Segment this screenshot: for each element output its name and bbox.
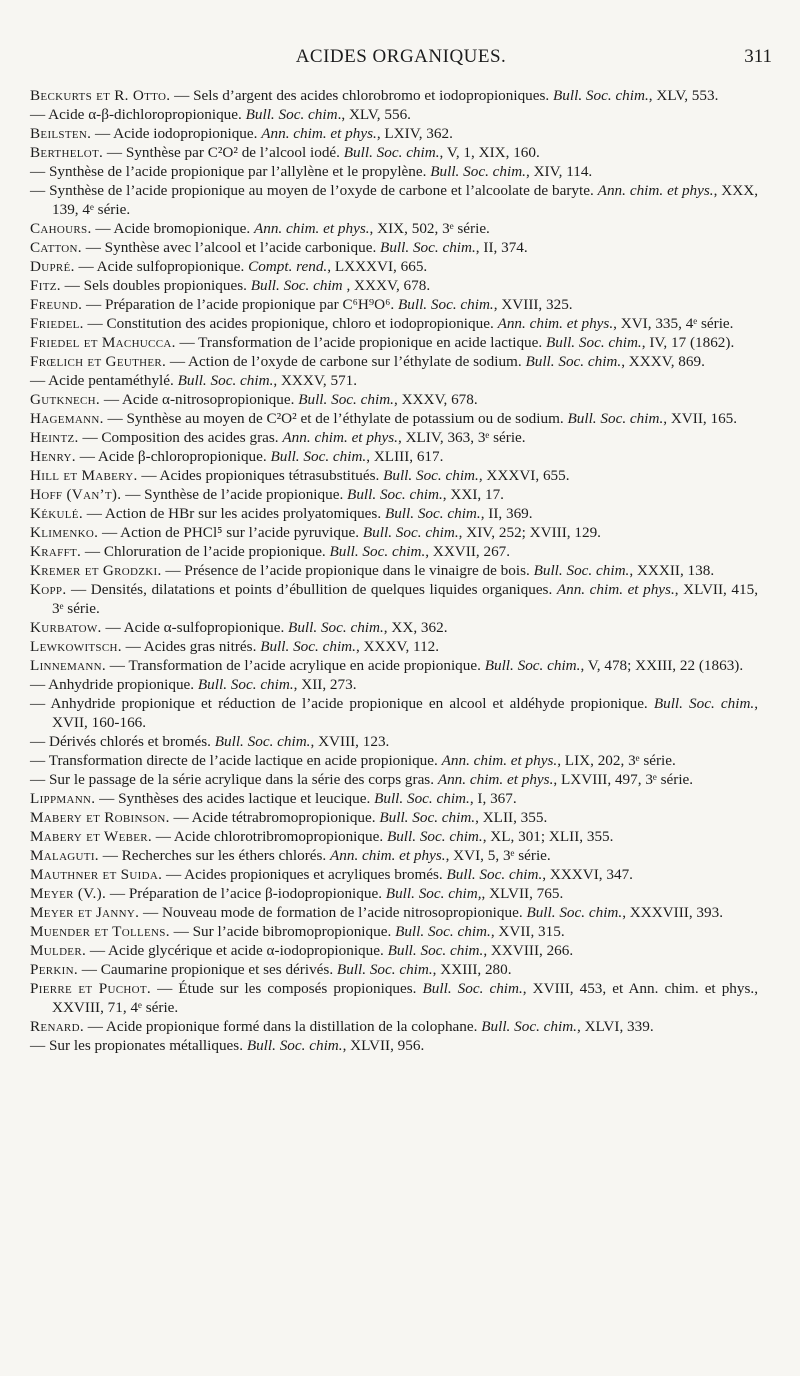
entry-source: Ann. chim. et phys.: [253, 220, 370, 237]
entry-author: Henry.: [30, 448, 76, 465]
bibliography-entry: [30, 143, 758, 162]
bibliography-entry: [30, 352, 758, 371]
entry-source: Bull. Soc. chim.: [484, 657, 581, 674]
entry-author: Gutknech.: [30, 391, 101, 408]
entry-source: Bull. Soc. chim.: [246, 1037, 343, 1054]
bibliography-entry: [30, 257, 758, 276]
entry-text: — Synthèse de l’acide propionique par l’allylène et le propylène.: [30, 163, 431, 180]
bibliography-entry: [30, 219, 758, 238]
entry-text: — Acide α-β-dichloropropionique.: [30, 106, 246, 123]
entry-reference: , XLII, 355.: [475, 809, 548, 826]
entry-text: — Sels d’argent des acides chlorobromo et iodopropioniques.: [170, 87, 554, 104]
entry-reference: , XXI, 17.: [442, 486, 504, 503]
entry-source: Bull. Soc. chim.: [383, 467, 479, 484]
entry-text: — Nouveau mode de formation de l’acide nitrosopropionique.: [139, 904, 527, 921]
bibliography-entry: [30, 1036, 758, 1055]
entry-reference: , XLVII, 415, 3ᵉ série.: [52, 581, 758, 617]
bibliography-entry: [30, 618, 758, 637]
entry-source: Bull. Soc. chim.: [270, 448, 367, 465]
entry-text: — Densités, dilatations et points d’ébullition de quelques liquides organiques.: [66, 581, 557, 598]
entry-author: Freund.: [30, 296, 83, 313]
running-title: ACIDES ORGANIQUES.: [295, 46, 507, 67]
entry-author: Klimenko.: [30, 524, 99, 541]
entry-reference: , XVIII, 325.: [493, 296, 573, 313]
bibliography-entry: [30, 162, 758, 181]
entry-text: — Action de PHCl⁵ sur l’acide pyruvique.: [98, 524, 363, 541]
entry-text: — Acides gras nitrés.: [121, 638, 261, 655]
bibliography-entry: [30, 580, 758, 618]
bibliography-entry: [30, 333, 758, 352]
bibliography-entry: [30, 751, 758, 770]
entry-reference: , LIX, 202, 3ᵉ série.: [557, 752, 676, 769]
entry-text: — Acide chlorotribromopropionique.: [151, 828, 387, 845]
entry-reference: , XLVI, 339.: [576, 1018, 654, 1035]
entry-author: Meyer et Janny.: [30, 904, 140, 921]
entry-author: Beckurts et R. Otto.: [30, 87, 171, 104]
entry-reference: , XXVII, 267.: [425, 543, 511, 560]
bibliography-entry: [30, 466, 758, 485]
entry-source: Ann. chim. et phys.: [556, 581, 675, 598]
entry-text: — Anhydride propionique.: [30, 676, 198, 693]
entry-text: — Synthèses des acides lactique et leucique.: [95, 790, 375, 807]
bibliography-entry: [30, 903, 758, 922]
entry-author: Mulder.: [30, 942, 87, 959]
bibliography-entry: [30, 960, 758, 979]
bibliography-entry: [30, 922, 758, 941]
bibliography-list: [30, 86, 758, 1055]
entry-source: Bull. Soc. chim.: [362, 524, 459, 541]
bibliography-entry: [30, 105, 758, 124]
entry-text: — Synthèse de l’acide propionique au moyen de l’oxyde de carbone et l’alcoolate de baryte.: [30, 182, 598, 199]
entry-author: Muender et Tollens.: [30, 923, 170, 940]
entry-author: Mauthner et Suida.: [30, 866, 163, 883]
bibliography-entry: [30, 428, 758, 447]
entry-source: Ann. chim. et phys.: [261, 125, 377, 142]
entry-author: Cahours.: [30, 220, 92, 237]
entry-text: — Acide α-sulfopropionique.: [101, 619, 289, 636]
entry-source: Bull. Soc. chim.: [422, 980, 523, 997]
bibliography-entry: [30, 675, 758, 694]
entry-text: — Dérivés chlorés et bromés.: [30, 733, 215, 750]
entry-source: Bull. Soc. chim.: [430, 163, 526, 180]
entry-source: Ann. chim. et phys.: [597, 182, 714, 199]
entry-author: Kurbatow.: [30, 619, 102, 636]
bibliography-entry: [30, 884, 758, 903]
entry-reference: , XXX, 139, 4ᵉ série.: [52, 182, 759, 218]
entry-source: Bull. Soc. chim.: [446, 866, 543, 883]
bibliography-entry: [30, 485, 758, 504]
entry-reference: , LXXXVI, 665.: [327, 258, 428, 275]
entry-reference: , XLVII, 765.: [481, 885, 564, 902]
entry-reference: , XVIII, 123.: [310, 733, 390, 750]
entry-text: — Recherches sur les éthers chlorés.: [98, 847, 330, 864]
entry-author: Perkin.: [30, 961, 78, 978]
entry-reference: , XXXV, 869.: [621, 353, 705, 370]
entry-source: Bull. Soc. chim.: [329, 543, 426, 560]
entry-source: Bull. Soc. chim: [250, 277, 343, 294]
bibliography-entry: [30, 941, 758, 960]
bibliography-entry: [30, 827, 758, 846]
entry-reference: , XXXV, 678.: [393, 391, 478, 408]
entry-source: Ann. chim. et phys.: [330, 847, 446, 864]
bibliography-entry: [30, 865, 758, 884]
entry-reference: , XXXII, 138.: [629, 562, 715, 579]
entry-text: — Constitution des acides propionique, chloro et iodopropionique.: [83, 315, 498, 332]
entry-author: Krafft.: [30, 543, 82, 560]
bibliography-entry: [30, 846, 758, 865]
entry-reference: , XXXV, 678.: [342, 277, 431, 294]
entry-author: Kopp.: [30, 581, 67, 598]
entry-text: — Action de HBr sur les acides prolyatomiques.: [82, 505, 385, 522]
entry-reference: , XIV, 252; XVIII, 129.: [458, 524, 601, 541]
entry-source: Bull. Soc. chim.: [387, 942, 484, 959]
entry-reference: , II, 369.: [480, 505, 533, 522]
entry-text: — Acides propioniques et acryliques bromés.: [162, 866, 447, 883]
entry-text: — Composition des acides gras.: [78, 429, 283, 446]
entry-author: Friedel et Machucca.: [30, 334, 176, 351]
bibliography-entry: [30, 238, 758, 257]
entry-author: Beilsten.: [30, 125, 92, 142]
entry-source: Bull. Soc. chim.: [553, 87, 649, 104]
entry-source: Bull. Soc. chim.: [567, 410, 664, 427]
entry-source: Ann. chim. et phys.: [282, 429, 398, 446]
entry-text: — Transformation de l’acide propionique en acide lactique.: [175, 334, 546, 351]
bibliography-entry: [30, 979, 758, 1017]
entry-reference: , XVI, 5, 3ᵉ série.: [445, 847, 551, 864]
entry-text: — Acide propionique formé dans la distillation de la colophane.: [83, 1018, 482, 1035]
entry-reference: , XXXV, 112.: [355, 638, 440, 655]
entry-reference: , I, 367.: [469, 790, 517, 807]
bibliography-entry: [30, 789, 758, 808]
entry-source: Bull. Soc. chim.: [380, 239, 476, 256]
entry-text: — Acide glycérique et acide α-iodopropionique.: [86, 942, 388, 959]
entry-author: Heintz.: [30, 429, 79, 446]
entry-reference: , LXVIII, 497, 3ᵉ série.: [553, 771, 694, 788]
entry-source: Bull. Soc. chim.: [260, 638, 356, 655]
entry-source: Bull. Soc. chim.: [386, 828, 483, 845]
entry-text: — Acide β-chloropropionique.: [75, 448, 271, 465]
entry-author: Mabery et Robinson.: [30, 809, 170, 826]
entry-source: Bull. Soc. chim.: [197, 676, 294, 693]
entry-source: Bull. Soc. chim: [245, 106, 338, 123]
entry-text: — Sur l’acide bibromopropionique.: [169, 923, 396, 940]
entry-text: — Acide iodopropionique.: [91, 125, 262, 142]
entry-text: — Sels doubles propioniques.: [60, 277, 251, 294]
bibliography-entry: [30, 770, 758, 789]
entry-reference: , V, 1, XIX, 160.: [439, 144, 540, 161]
entry-author: Berthelot.: [30, 144, 104, 161]
entry-author: Lippmann.: [30, 790, 96, 807]
entry-source: Ann. chim. et phys.: [437, 771, 554, 788]
bibliography-entry: [30, 523, 758, 542]
entry-source: Bull. Soc. chim.: [397, 296, 494, 313]
entry-source: Bull. Soc. chim,: [385, 885, 482, 902]
entry-text: — Acide α-nitrosopropionique.: [100, 391, 299, 408]
entry-text: — Transformation directe de l’acide lactique en acide propionique.: [30, 752, 442, 769]
bibliography-entry: [30, 504, 758, 523]
entry-source: Bull. Soc. chim.: [525, 353, 622, 370]
entry-text: — Acides propioniques tétrasubstitués.: [137, 467, 384, 484]
entry-source: Bull. Soc. chim.: [481, 1018, 577, 1035]
entry-author: Frœlich et Geuther.: [30, 353, 167, 370]
bibliography-entry: [30, 637, 758, 656]
bibliography-entry: [30, 808, 758, 827]
bibliography-entry: [30, 371, 758, 390]
entry-text: — Préparation de l’acide propionique par C⁶H⁹O⁶.: [82, 296, 398, 313]
entry-reference: , XII, 273.: [293, 676, 357, 693]
entry-text: — Préparation de l’acice β-iodopropionique.: [106, 885, 386, 902]
entry-source: Bull. Soc. chim.: [288, 619, 384, 636]
entry-text: — Synthèse de l’acide propionique.: [121, 486, 348, 503]
entry-reference: , XVI, 335, 4ᵉ série.: [613, 315, 734, 332]
entry-text: — Anhydride propionique et réduction de l’acide propionique en alcool et aldéhyde propionique.: [30, 695, 654, 712]
bibliography-entry: [30, 124, 758, 143]
entry-source: Ann. chim. et phys.: [441, 752, 558, 769]
entry-text: — Chloruration de l’acide propionique.: [81, 543, 330, 560]
entry-reference: , XLV, 553.: [648, 87, 719, 104]
entry-text: — Acide sulfopropionique.: [74, 258, 249, 275]
entry-reference: , XLVII, 956.: [342, 1037, 425, 1054]
entry-source: Bull. Soc. chim.: [384, 505, 481, 522]
bibliography-entry: [30, 447, 758, 466]
entry-author: Friedel.: [30, 315, 84, 332]
bibliography-entry: [30, 694, 758, 732]
bibliography-entry: [30, 561, 758, 580]
entry-source: Compt. rend.: [248, 258, 328, 275]
entry-author: Pierre et Puchot.: [30, 980, 152, 997]
entry-author: Hoff (Van’t).: [30, 486, 122, 503]
entry-source: Bull. Soc. chim.: [533, 562, 630, 579]
running-header: [30, 46, 772, 74]
entry-reference: , XVII, 160-166.: [52, 695, 759, 731]
entry-source: Bull. Soc. chim.: [177, 372, 274, 389]
entry-author: Meyer (V.).: [30, 885, 107, 902]
entry-reference: , V, 478; XXIII, 22 (1863).: [580, 657, 744, 674]
entry-reference: , XXXV, 571.: [273, 372, 358, 389]
entry-text: — Acide tétrabromopropionique.: [169, 809, 380, 826]
bibliography-entry: [30, 542, 758, 561]
entry-text: — Transformation de l’acide acrylique en acide propionique.: [105, 657, 485, 674]
bibliography-entry: [30, 390, 758, 409]
entry-author: Dupré.: [30, 258, 75, 275]
entry-reference: , XL, 301; XLII, 355.: [482, 828, 614, 845]
entry-reference: , II, 374.: [475, 239, 528, 256]
entry-text: — Présence de l’acide propionique dans le vinaigre de bois.: [161, 562, 534, 579]
entry-reference: , XLIII, 617.: [366, 448, 444, 465]
entry-text: — Acide pentaméthylé.: [30, 372, 178, 389]
entry-reference: , XX, 362.: [383, 619, 448, 636]
entry-source: Ann. chim. et phys.: [497, 315, 614, 332]
page-number: 311: [744, 46, 772, 67]
bibliography-entry: [30, 276, 758, 295]
bibliography-entry: [30, 1017, 758, 1036]
entry-source: Bull. Soc. chim.: [298, 391, 394, 408]
entry-reference: , IV, 17 (1862).: [641, 334, 735, 351]
bibliography-entry: [30, 409, 758, 428]
entry-text: — Synthèse au moyen de C²O² et de l’éthylate de potassium ou de sodium.: [103, 410, 568, 427]
entry-reference: ., XLV, 556.: [337, 106, 411, 123]
entry-reference: , XXXVIII, 393.: [622, 904, 723, 921]
entry-author: Lewkowitsch.: [30, 638, 122, 655]
entry-reference: , LXIV, 362.: [376, 125, 453, 142]
entry-text: — Sur les propionates métalliques.: [30, 1037, 247, 1054]
entry-source: Bull. Soc. chim.: [379, 809, 476, 826]
entry-text: — Synthèse avec l’alcool et l’acide carbonique.: [81, 239, 381, 256]
entry-reference: , XVII, 315.: [490, 923, 565, 940]
entry-source: Bull. Soc. chim.: [374, 790, 470, 807]
entry-text: — Acide bromopionique.: [91, 220, 254, 237]
entry-reference: , XXIII, 280.: [432, 961, 512, 978]
entry-reference: , XXXVI, 655.: [478, 467, 570, 484]
entry-source: Bull. Soc. chim.: [336, 961, 433, 978]
bibliography-entry: [30, 86, 758, 105]
bibliography-entry: [30, 295, 758, 314]
entry-text: — Étude sur les composés propioniques.: [151, 980, 423, 997]
entry-source: Bull. Soc. chim.: [347, 486, 443, 503]
entry-reference: , XVII, 165.: [663, 410, 738, 427]
entry-author: Mabery et Weber.: [30, 828, 152, 845]
entry-reference: , XVIII, 453, et Ann. chim. et phys., XXVIII, 71, 4ᵉ série.: [52, 980, 758, 1016]
entry-text: — Sur le passage de la série acrylique dans la série des corps gras.: [30, 771, 438, 788]
bibliography-entry: [30, 732, 758, 751]
entry-reference: , XXVIII, 266.: [483, 942, 574, 959]
entry-author: Catton.: [30, 239, 82, 256]
entry-text: — Synthèse par C²O² de l’alcool iodé.: [103, 144, 344, 161]
entry-text: — Caumarine propionique et ses dérivés.: [77, 961, 337, 978]
entry-source: Bull. Soc. chim.: [214, 733, 311, 750]
entry-source: Bull. Soc. chim.: [653, 695, 755, 712]
entry-source: Bull. Soc. chim.: [545, 334, 642, 351]
bibliography-entry: [30, 181, 758, 219]
entry-author: Hagemann.: [30, 410, 104, 427]
entry-source: Bull. Soc. chim.: [343, 144, 440, 161]
bibliography-entry: [30, 656, 758, 675]
entry-author: Kremer et Grodzki.: [30, 562, 162, 579]
entry-author: Renard.: [30, 1018, 84, 1035]
entry-reference: , XXXVI, 347.: [542, 866, 633, 883]
entry-reference: , XLIV, 363, 3ᵉ série.: [397, 429, 526, 446]
entry-author: Linnemann.: [30, 657, 106, 674]
bibliography-entry: [30, 314, 758, 333]
entry-author: Kékulé.: [30, 505, 83, 522]
entry-source: Bull. Soc. chim.: [526, 904, 623, 921]
entry-author: Fitz.: [30, 277, 61, 294]
entry-author: Hill et Mabery.: [30, 467, 138, 484]
entry-reference: , XIX, 502, 3ᵉ série.: [369, 220, 490, 237]
entry-text: — Action de l’oxyde de carbone sur l’éthylate de sodium.: [166, 353, 526, 370]
entry-reference: , XIV, 114.: [525, 163, 593, 180]
entry-author: Malaguti.: [30, 847, 99, 864]
entry-source: Bull. Soc. chim.: [395, 923, 491, 940]
